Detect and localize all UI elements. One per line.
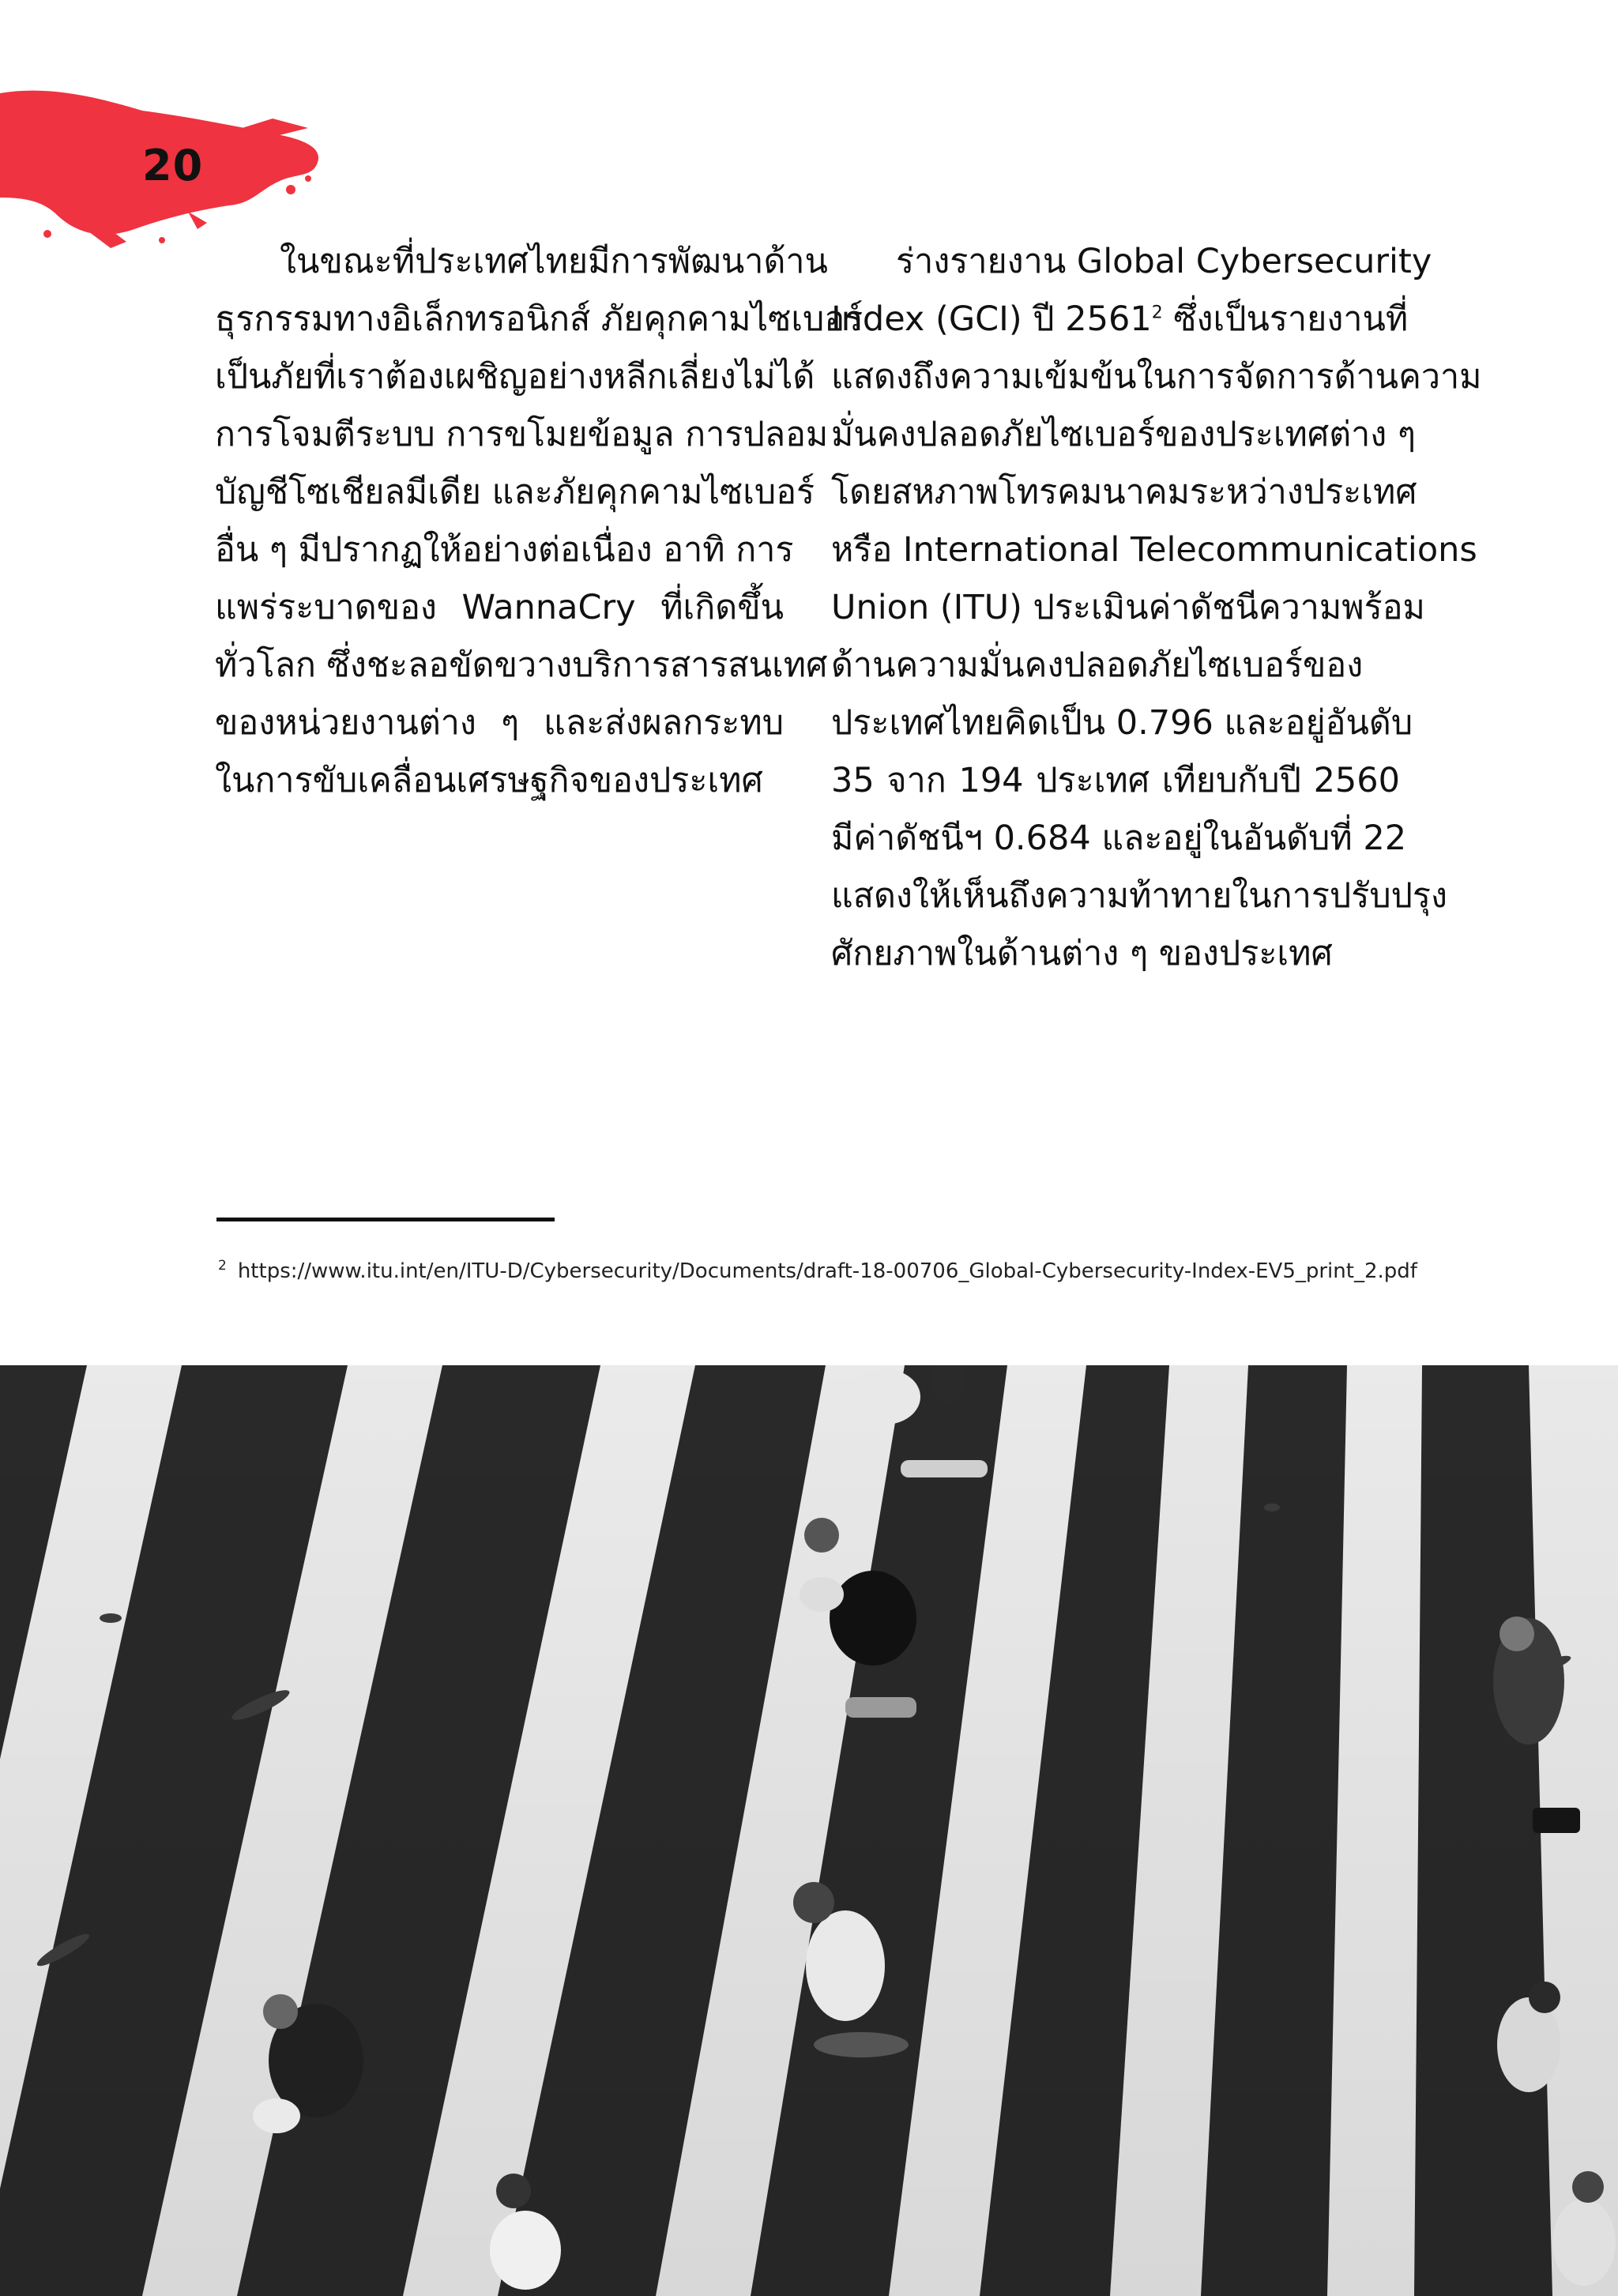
paragraph-line: แสดงให้เห็นถึงความท้าทายในการปรับปรุง xyxy=(831,876,1448,916)
footnote-reference[interactable]: 2 xyxy=(1151,303,1163,323)
paragraph-line: แพร่ระบาดของ WannaCry ที่เกิดขึ้น xyxy=(215,588,784,627)
paragraph-line: แสดงถึงความเข้มข้นในการจัดการด้านความ xyxy=(831,357,1482,397)
paragraph-line: ศักยภาพในด้านต่าง ๆ ของประเทศ xyxy=(831,934,1333,973)
crosswalk-photo xyxy=(0,1365,1618,2296)
footnote xyxy=(218,1258,1417,1283)
paragraph-line: ร่างรายงาน Global Cybersecurity xyxy=(896,242,1432,281)
paragraph-text: ซึ่งเป็นรายงานที่ xyxy=(1162,299,1409,339)
paragraph-line: 35 จาก 194 ประเทศ เทียบกับปี 2560 xyxy=(831,761,1400,800)
paragraph-line: โดยสหภาพโทรคมนาคมระหว่างประเทศ xyxy=(831,472,1417,512)
paragraph-line: ธุรกรรมทางอิเล็กทรอนิกส์ ภัยคุกคามไซเบอร์ xyxy=(215,299,864,339)
paragraph-line: ทั่วโลก ซึ่งชะลอขัดขวางบริการสารสนเทศ xyxy=(215,646,828,685)
left-text-column xyxy=(215,233,864,810)
paragraph-line: เป็นภัยที่เราต้องเผชิญอย่างหลีกเลี่ยงไม่ได้ xyxy=(215,357,815,397)
paragraph-text: Index (GCI) ปี 2561 xyxy=(831,299,1152,339)
right-text-column xyxy=(831,233,1482,983)
footnote-divider xyxy=(216,1218,555,1221)
paragraph-line: ด้านความมั่นคงปลอดภัยไซเบอร์ของ xyxy=(831,646,1364,685)
paragraph-line: ในขณะที่ประเทศไทยมีการพัฒนาด้าน xyxy=(280,242,828,281)
paragraph-line: ประเทศไทยคิดเป็น 0.796 และอยู่อันดับ xyxy=(831,703,1413,743)
paragraph-line: บัญชีโซเชียลมีเดีย และภัยคุกคามไซเบอร์ xyxy=(215,472,815,512)
footnote-url[interactable]: https://www.itu.int/en/ITU-D/Cybersecurity/Documents/draft-18-00706_Global-Cybersecurity-Index-EV5_print_2.pdf xyxy=(237,1259,1417,1283)
paragraph-line: มั่นคงปลอดภัยไซเบอร์ของประเทศต่าง ๆ xyxy=(831,415,1417,454)
paragraph-line: อื่น ๆ มีปรากฏให้อย่างต่อเนื่อง อาทิ การ xyxy=(215,530,794,570)
paragraph-line: หรือ International Telecommunications xyxy=(831,530,1477,570)
footnote-marker: 2 xyxy=(218,1258,227,1274)
paragraph-line: ในการขับเคลื่อนเศรษฐกิจของประเทศ xyxy=(215,761,763,800)
page-number: 20 xyxy=(142,141,204,190)
paragraph-line xyxy=(831,291,1409,348)
paragraph-line: มีค่าดัชนีฯ 0.684 และอยู่ในอันดับที่ 22 xyxy=(831,819,1407,858)
paragraph-line: Union (ITU) ประเมินค่าดัชนีความพร้อม xyxy=(831,588,1425,627)
paragraph-line: การโจมตีระบบ การขโมยข้อมูล การปลอม xyxy=(215,415,829,454)
paragraph-line: ของหน่วยงานต่าง ๆ และส่งผลกระทบ xyxy=(215,703,784,743)
